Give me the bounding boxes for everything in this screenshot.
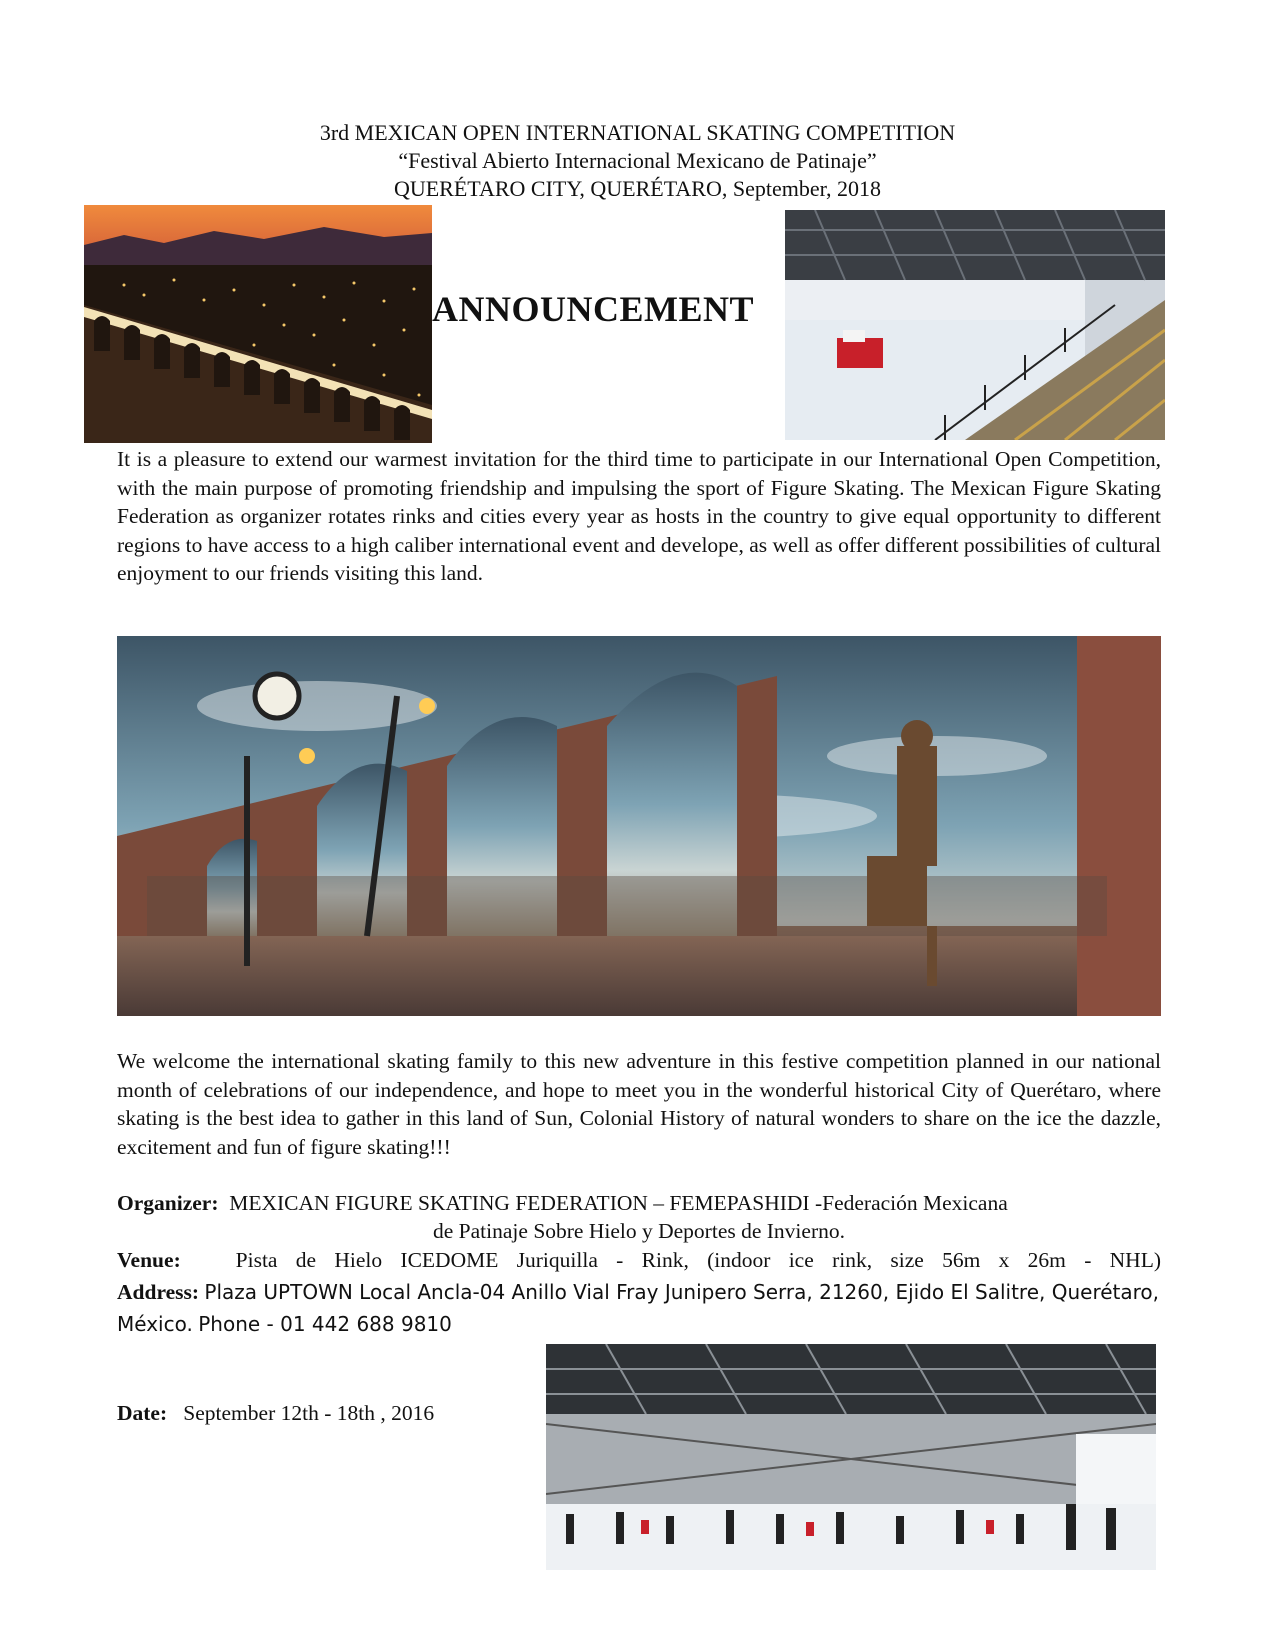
announcement-title: ANNOUNCEMENT	[432, 289, 755, 329]
address-value: Plaza UPTOWN Local Ancla-04 Anillo Vial Fray Junipero Serra, 21260, Ejido El Salitre, Querétaro, México.	[117, 1280, 1160, 1336]
venue-label: Venue	[117, 1248, 174, 1272]
organizer-label: Organizer	[117, 1191, 212, 1215]
organizer-value: MEXICAN FIGURE SKATING FEDERATION – FEMEPASHIDI -Federación Mexicana	[229, 1191, 1008, 1215]
competition-title: 3rd MEXICAN OPEN INTERNATIONAL SKATING COMPETITION	[319, 120, 956, 145]
address-label: Address	[117, 1280, 192, 1304]
venue-value: Pista de Hielo ICEDOME Juriquilla - Rink, (indoor ice rink, size 56m x 26m - NHL)	[235, 1248, 1162, 1272]
organizer-value-line2: de Patinaje Sobre Hielo y Deportes de Invierno.	[433, 1219, 845, 1243]
date-section: Date: September 12th - 18th , 2016	[117, 1401, 435, 1425]
festival-name: “Festival Abierto Internacional Mexicano de Patinaje”	[398, 148, 877, 173]
intro-paragraph: It is a pleasure to extend our warmest invitation for the third time to participate in our International Open Competition, with the main purpose of promoting friendship and impulsing the sport of Figure Skating. The Mexican Figure Skating Federation as organizer rotates rinks and cities every year as hosts in the country to give equal opportunity to different regions to have access to a high caliber international event and develope, as well as offer different possibilities of cultural enjoyment to our friends visiting this land.	[117, 447, 1161, 585]
date-value: September 12th - 18th , 2016	[183, 1401, 435, 1425]
organizer-section: Organizer: MEXICAN FIGURE SKATING FEDERATION – FEMEPASHIDI -Federación Mexicana de Patinaje Sobre Hielo y Deportes de Invierno.	[117, 1189, 1161, 1245]
address-section: Address: Plaza UPTOWN Local Ancla-04 Anillo Vial Fray Junipero Serra, 21260, Ejido El Salitre, Querétaro, México. Phone - 01 442 688 9810	[117, 1280, 1160, 1336]
date-label: Date	[117, 1401, 160, 1425]
ice-rink-stands-photo	[785, 210, 1165, 440]
city-night-photo	[84, 205, 432, 443]
skaters-rink-photo	[546, 1344, 1156, 1570]
location-date: QUERÉTARO CITY, QUERÉTARO, September, 2018	[393, 176, 882, 201]
address-phone: Phone - 01 442 688 9810	[198, 1312, 452, 1336]
document-header	[0, 119, 1275, 203]
venue-section: Venue: Pista de Hielo ICEDOME Juriquilla - Rink, (indoor ice rink, size 56m x 26m - NHL)	[117, 1248, 1162, 1272]
welcome-paragraph: We welcome the international skating family to this new adventure in this festive competition planned in our national month of celebrations of our independence, and hope to meet you in the wonderful historical City of Querétaro, where skating is the best idea to gather in this land of Sun, Colonial History of natural wonders to share on the ice the dazzle, excitement and fun of figure skating!!!	[117, 1049, 1161, 1159]
aqueduct-photo	[117, 636, 1161, 1016]
